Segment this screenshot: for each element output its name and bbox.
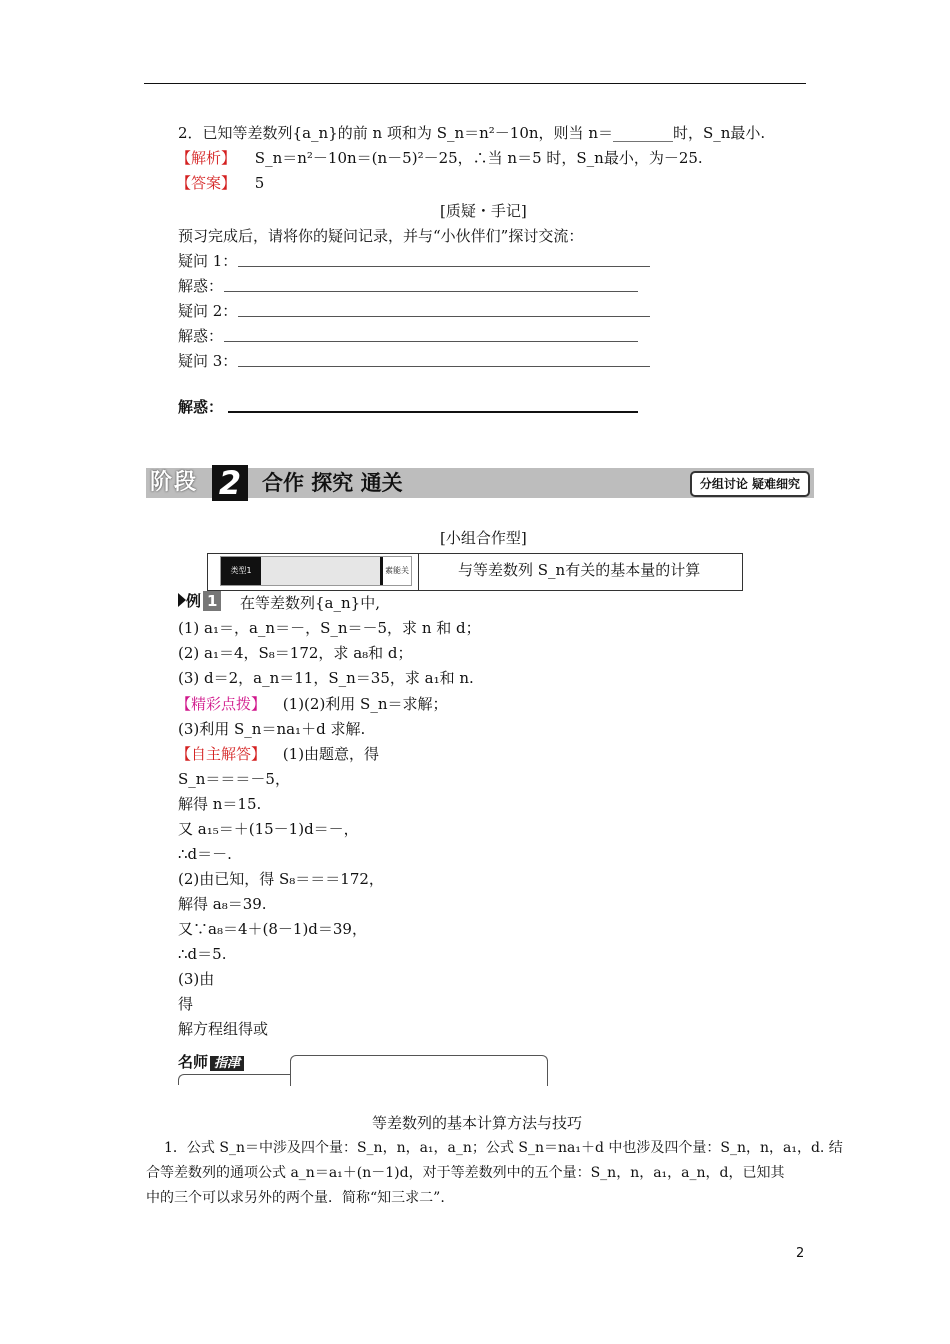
notes-blank-3[interactable]: [238, 316, 650, 317]
solution-line-7: 又∵a₈＝4＋(8－1)d＝39，: [178, 920, 367, 938]
group-title: [小组合作型]: [440, 529, 527, 547]
notes-row-3: 疑问 2：: [178, 302, 238, 320]
tip-label-text: 名师: [178, 1053, 209, 1071]
type-side-tag: 素能关: [380, 557, 411, 585]
tip-label: [178, 1051, 244, 1073]
solution-line-1: S_n＝＝＝－5，: [178, 770, 290, 788]
stage-label: 阶段: [150, 470, 199, 495]
example-part-3: (3) d＝2，a_n＝11，S_n＝35，求 a₁和 n.: [178, 669, 474, 687]
method-p1-line-1: 1．公式 S_n＝中涉及四个量：S_n，n，a₁，a_n；公式 S_n＝na₁＋d 中也涉及四个量：S_n，n，a₁，d. 结: [164, 1140, 843, 1156]
question-2: 2．已知等差数列{a_n}的前 n 项和为 S_n＝n²－10n，则当 n＝________时，S_n最小.: [178, 124, 766, 142]
notes-row-5: 疑问 3：: [178, 352, 238, 370]
solution-head: [176, 744, 379, 764]
answer-text: 5: [254, 174, 265, 192]
method-title: 等差数列的基本计算方法与技巧: [372, 1114, 583, 1132]
stage-title: 合作 探究 通关: [262, 471, 403, 495]
tip-label-highlight: 指津: [210, 1056, 244, 1071]
page-number: 2: [796, 1246, 805, 1261]
example-badge: [178, 591, 221, 611]
tip-frame: [290, 1055, 548, 1086]
stage-number: 2: [212, 465, 248, 501]
solution-label: 【自主解答】: [176, 745, 267, 763]
hint-text-1: (1)(2)利用 S_n＝求解；: [282, 695, 448, 713]
header-rule: [144, 83, 806, 84]
notes-intro: 预习完成后，请将你的疑问记录，并与“小伙伴们”探讨交流：: [178, 227, 584, 245]
hint-label: 【精彩点拨】: [176, 695, 267, 713]
type-bar: [220, 556, 412, 586]
example-label: 例: [186, 592, 202, 610]
example-part-1: (1) a₁＝，a_n＝－，S_n＝－5，求 n 和 d；: [178, 619, 481, 637]
solution-line-9: (3)由: [178, 970, 215, 988]
notes-blank-6[interactable]: [228, 411, 638, 413]
type-divider: [418, 554, 419, 590]
solution-line-11: 解方程组得或: [178, 1020, 269, 1038]
example-number: 1: [203, 591, 221, 611]
tip-header: [178, 1049, 548, 1083]
jiexi-text: S_n＝n²－10n＝(n－5)²－25，∴当 n＝5 时，S_n最小，为－25.: [254, 149, 703, 167]
triangle-icon: [178, 593, 186, 607]
answer-label: 【答案】: [176, 174, 237, 192]
solution-line-3: 又 a₁₅＝＋(15－1)d＝－，: [178, 820, 359, 838]
method-p1-line-3: 中的三个可以求另外的两个量．简称“知三求二”.: [146, 1190, 445, 1206]
solution-line-2: 解得 n＝15.: [178, 795, 262, 813]
hint-line-2: (3)利用 S_n＝na₁＋d 求解.: [178, 720, 366, 738]
notes-blank-4[interactable]: [224, 341, 638, 342]
solution-line-10: 得: [178, 995, 194, 1013]
tip-underline: [178, 1074, 291, 1085]
notes-row-1: 疑问 1：: [178, 252, 238, 270]
type-tag: 类型1: [221, 557, 261, 585]
solution-line-4: ∴d＝－.: [178, 845, 232, 863]
notes-blank-5[interactable]: [238, 366, 650, 367]
solution-line-6: 解得 a₈＝39.: [178, 895, 267, 913]
stage-banner: [146, 464, 814, 502]
type-title: 与等差数列 S_n有关的基本量的计算: [458, 561, 701, 579]
solution-first: (1)由题意，得: [282, 745, 380, 763]
solution-line-5: (2)由已知，得 S₈＝＝＝172，: [178, 870, 384, 888]
notes-row-2: 解惑：: [178, 277, 224, 295]
answer-line: [176, 173, 264, 193]
notes-blank-1[interactable]: [238, 266, 650, 267]
notes-title: [质疑・手记]: [440, 202, 527, 220]
solution-line-8: ∴d＝5.: [178, 945, 227, 963]
example-part-2: (2) a₁＝4，S₈＝172，求 a₈和 d；: [178, 644, 413, 662]
method-p1-line-2: 合等差数列的通项公式 a_n＝a₁＋(n－1)d，对于等差数列中的五个量：S_n，n，a₁，a_n，d，已知其: [146, 1165, 785, 1181]
jiexi-line: [176, 148, 703, 168]
type-box: [207, 553, 743, 591]
hint-line-1: [176, 694, 448, 714]
notes-row-4: 解惑：: [178, 327, 224, 345]
jiexi-label: 【解析】: [176, 149, 237, 167]
notes-blank-2[interactable]: [224, 291, 638, 292]
stage-tag: 分组讨论 疑难细究: [690, 471, 810, 497]
notes-row-6: 解惑：: [178, 398, 224, 416]
example-stem: 在等差数列{a_n}中,: [240, 594, 380, 612]
